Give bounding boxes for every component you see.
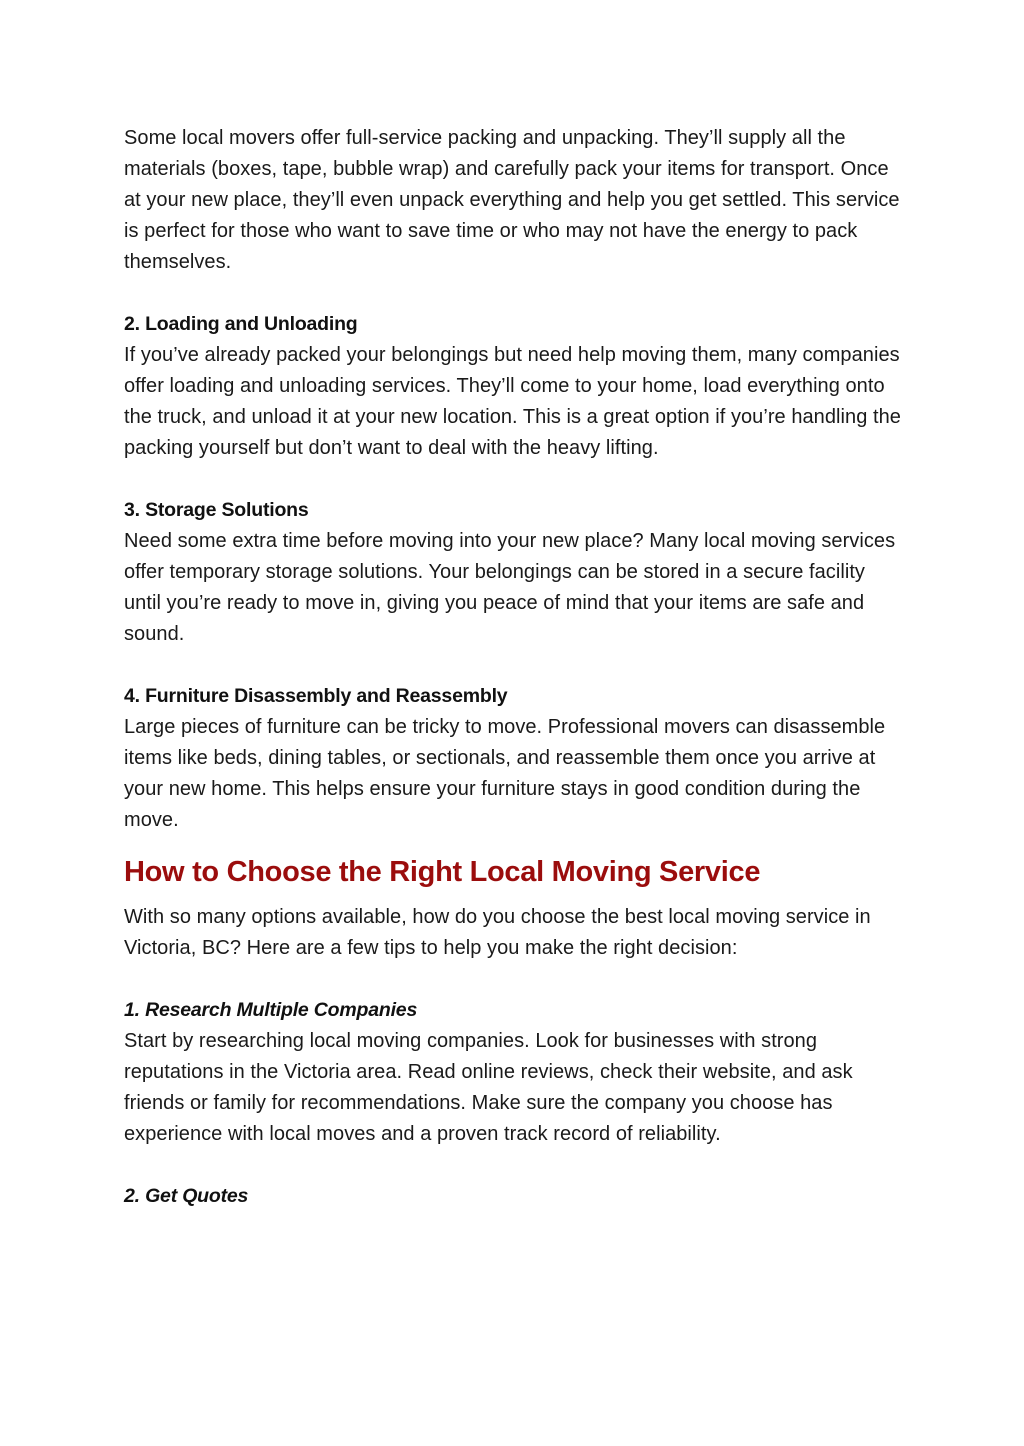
service-title-storage: 3. Storage Solutions — [124, 499, 309, 521]
choose-intro-paragraph: With so many options available, how do you choose the best local moving service in Victoria, BC? Here are a few tips to help you make the right decision: — [124, 906, 871, 959]
tip-title-research: 1. Research Multiple Companies — [124, 999, 418, 1021]
spacer — [124, 464, 904, 495]
spacer — [124, 1150, 904, 1181]
section-heading-choose: How to Choose the Right Local Moving Service — [124, 856, 761, 888]
tip-title-quotes: 2. Get Quotes — [124, 1185, 249, 1207]
document-page — [124, 123, 904, 1212]
service-title-loading: 2. Loading and Unloading — [124, 313, 358, 335]
tip-body-research: Start by researching local moving companies. Look for businesses with strong reputations in the Victoria area. Read online reviews, check their website, and ask friends or family for recommendations. Make sure the company you choose has experience with local moves and a proven track record of reliability. — [124, 1030, 853, 1145]
service-body-loading: If you’ve already packed your belongings but need help moving them, many companies offer loading and unloading services. They’ll come to your home, load everything onto the truck, and unload it at your new location. This is a great option if you’re handling the packing yourself but don’t want to deal with the heavy lifting. — [124, 344, 901, 459]
spacer — [124, 964, 904, 995]
intro-paragraph: Some local movers offer full-service packing and unpacking. They’ll supply all the materials (boxes, tape, bubble wrap) and carefully pack your items for transport. Once at your new place, they’ll even unpack everything and help you get settled. This service is perfect for those who want to save time or who may not have the energy to pack themselves. — [124, 127, 900, 273]
service-body-storage: Need some extra time before moving into your new place? Many local moving services offer temporary storage solutions. Your belongings can be stored in a secure facility until you’re ready to move in, giving you peace of mind that your items are safe and sound. — [124, 530, 896, 645]
service-body-furniture: Large pieces of furniture can be tricky to move. Professional movers can disassemble items like beds, dining tables, or sectionals, and reassemble them once you arrive at your new home. This helps ensure your furniture stays in good condition during the move. — [124, 716, 886, 831]
spacer — [124, 278, 904, 309]
service-title-furniture: 4. Furniture Disassembly and Reassembly — [124, 685, 508, 707]
spacer — [124, 650, 904, 681]
